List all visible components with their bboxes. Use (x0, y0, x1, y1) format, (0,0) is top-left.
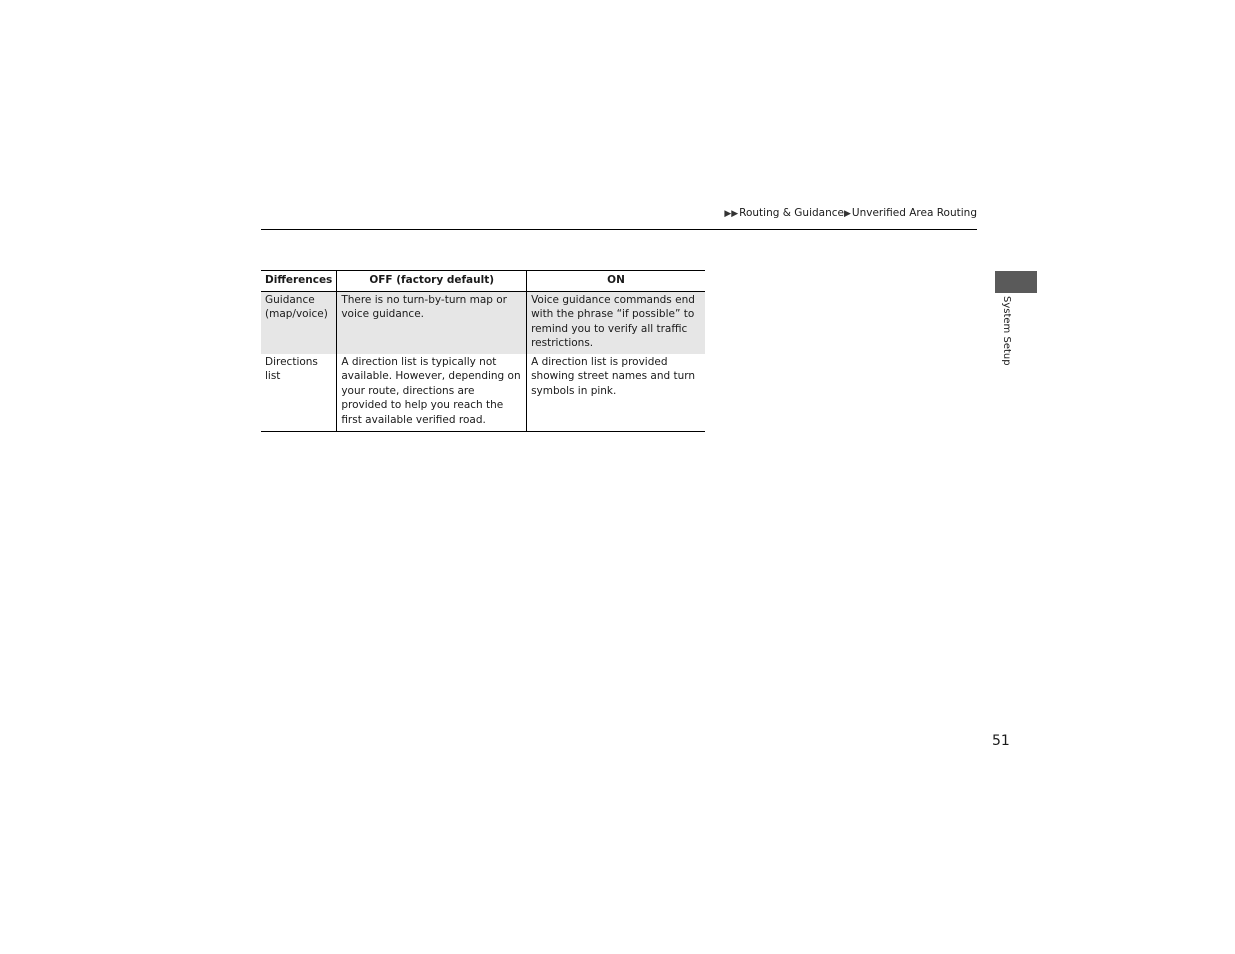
page-number: 51 (992, 733, 1010, 749)
breadcrumb-section[interactable]: Routing & Guidance (739, 207, 844, 219)
row-difference-cell: Directions list (261, 354, 337, 432)
table-row (261, 354, 705, 432)
table-header-row (261, 271, 705, 292)
differences-table (261, 270, 705, 432)
row-difference-cell: Guidance (map/voice) (261, 291, 337, 354)
table-row (261, 291, 705, 354)
row-off-cell: A direction list is typically not available. However, depending on your route, directions are provided to help you reach the first available verified road. (337, 354, 527, 432)
breadcrumb-topic[interactable]: Unverified Area Routing (851, 207, 977, 219)
section-tab-label: System Setup (1001, 296, 1012, 366)
header-differences: Differences (261, 271, 337, 292)
row-on-cell: Voice guidance commands end with the phrase “if possible” to remind you to verify all traffic restrictions. (527, 291, 705, 354)
breadcrumb (724, 206, 977, 221)
header-off: OFF (factory default) (337, 271, 527, 292)
row-off-cell: There is no turn-by-turn map or voice guidance. (337, 291, 527, 354)
section-tab-marker[interactable] (995, 271, 1037, 293)
header-on: ON (527, 271, 705, 292)
row-on-cell: A direction list is provided showing street names and turn symbols in pink. (527, 354, 705, 432)
arrow-icon: ▶ (843, 209, 851, 219)
header-divider (261, 229, 977, 230)
double-arrow-icon: ▶▶ (724, 209, 739, 219)
